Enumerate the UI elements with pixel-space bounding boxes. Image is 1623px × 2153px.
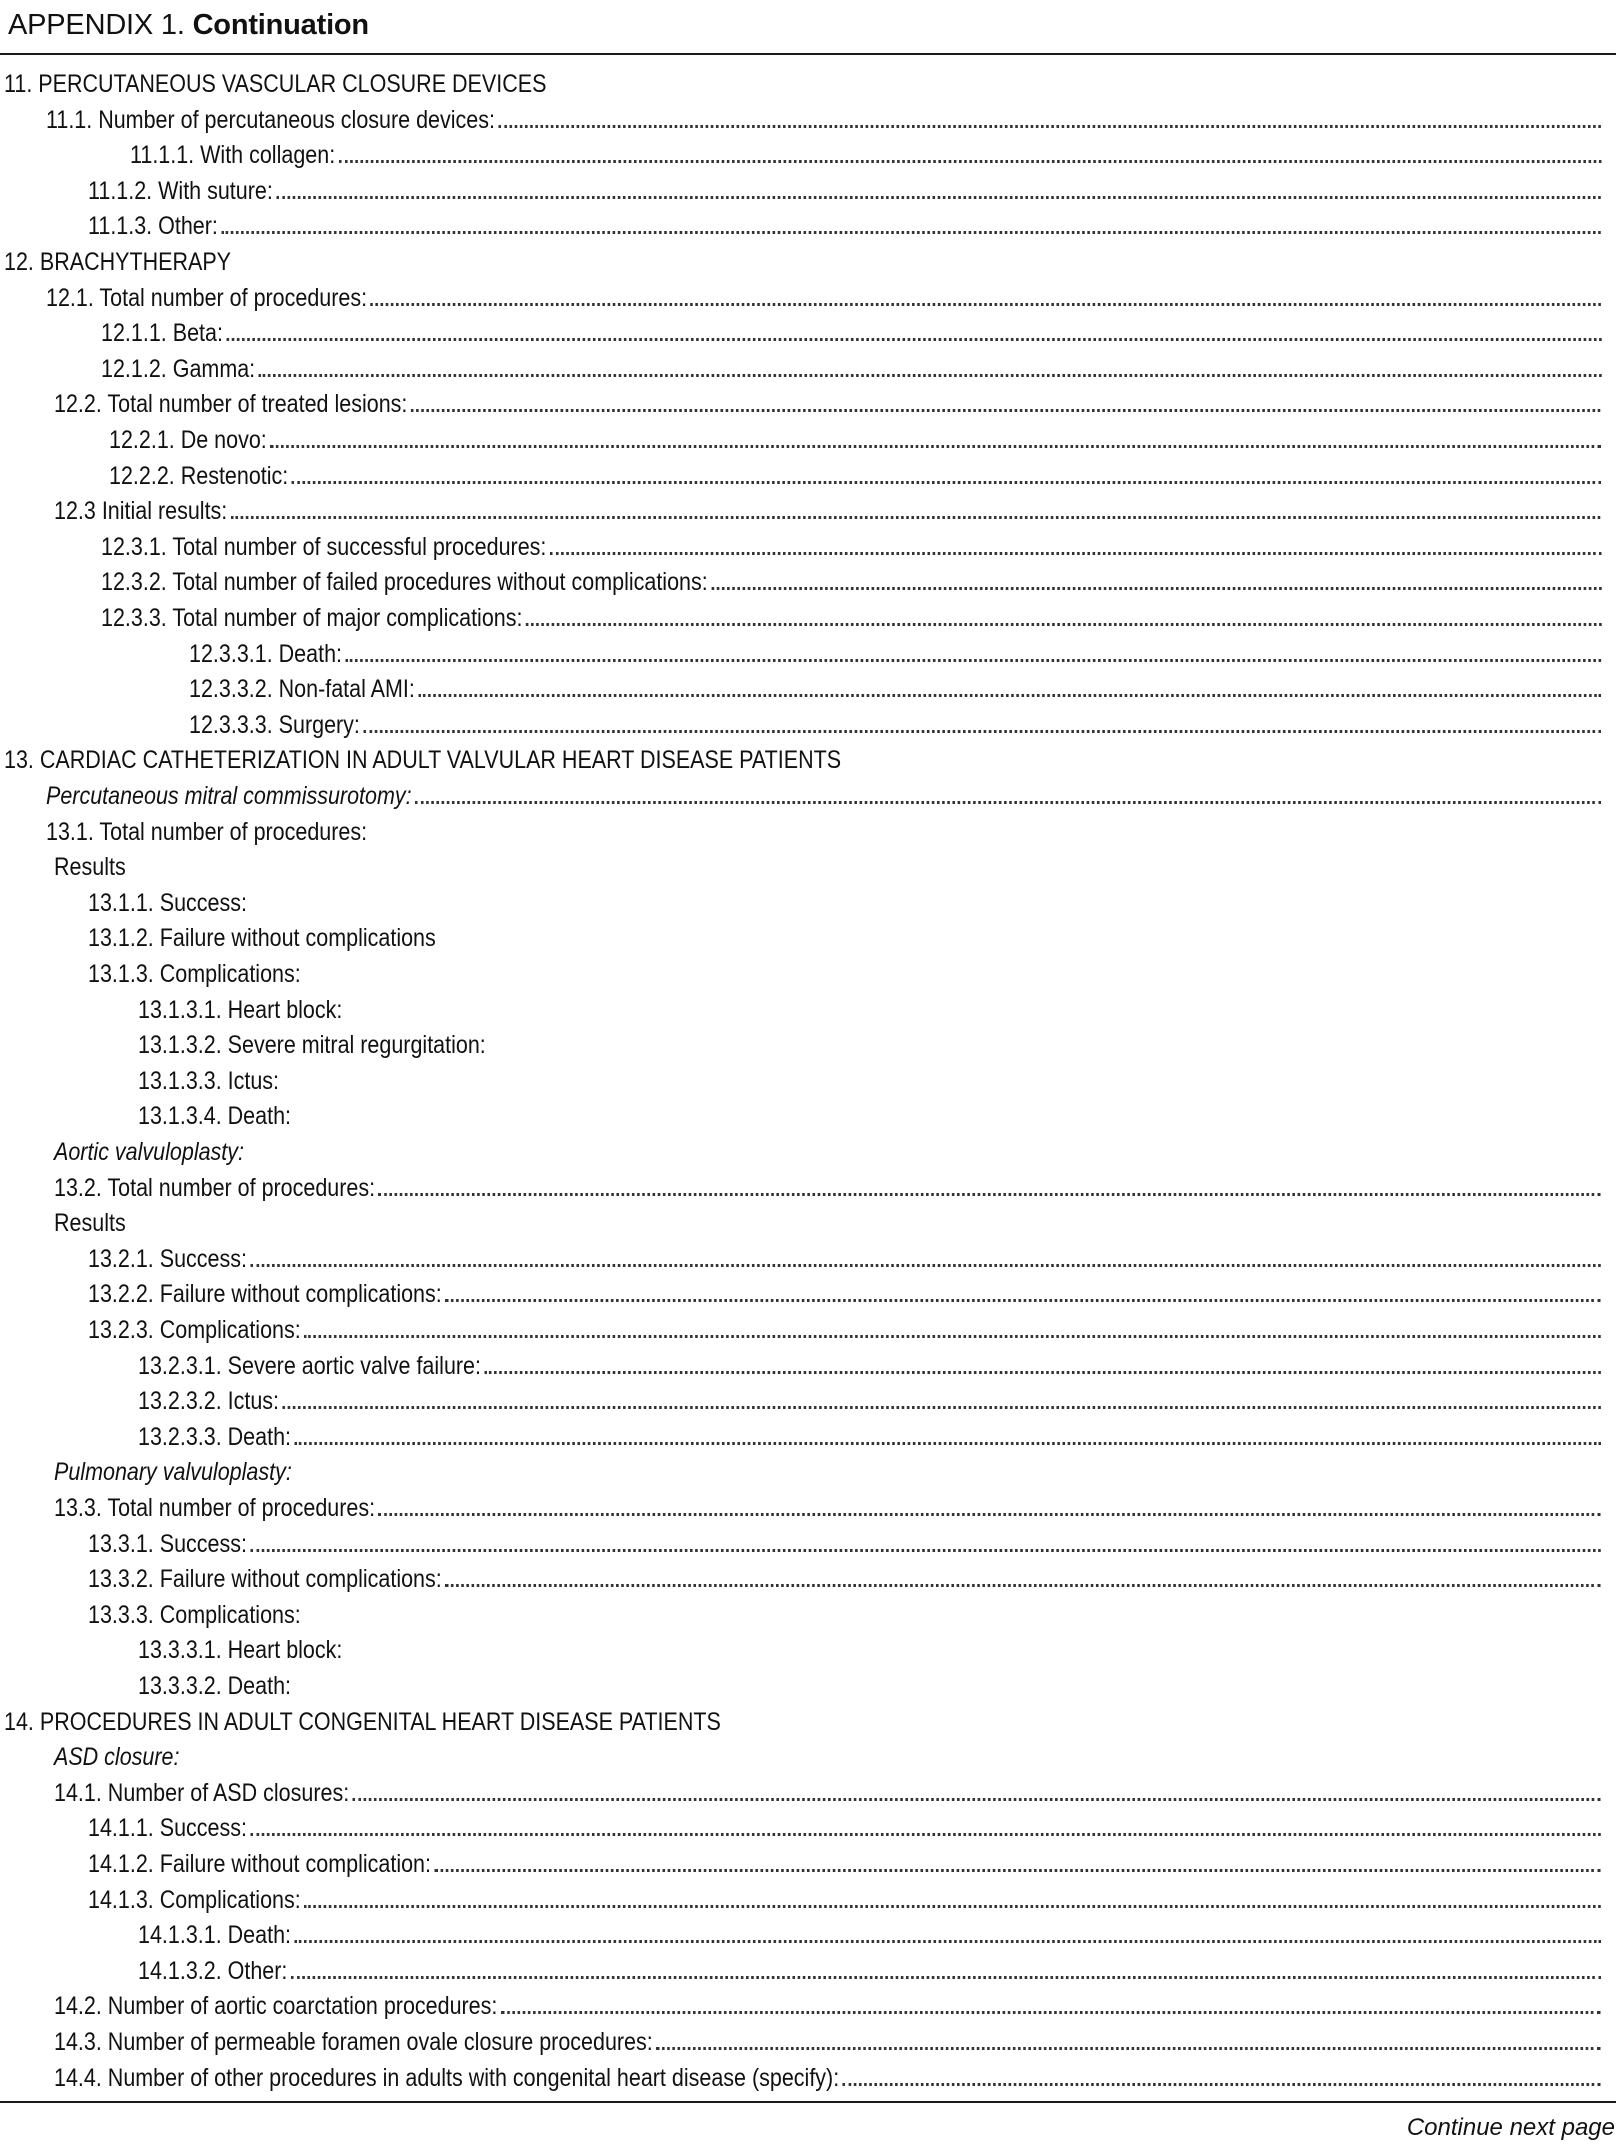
form-line	[138, 1098, 1601, 1132]
form-line	[138, 992, 1601, 1026]
line-label: 12. BRACHYTHERAPY	[4, 248, 232, 276]
dotted-leader	[549, 552, 1601, 555]
dotted-leader	[295, 1442, 1601, 1445]
form-line	[88, 1276, 1601, 1310]
line-label: 13.3.2. Failure without complications:	[88, 1565, 442, 1594]
dotted-leader	[415, 801, 1601, 804]
dotted-leader	[711, 587, 1601, 590]
form-line	[54, 1739, 1601, 1773]
dotted-leader	[283, 1406, 1601, 1409]
line-label: 11.1.2. With suture:	[88, 176, 273, 205]
form-line	[138, 1348, 1601, 1382]
line-label: 13.2.3.1. Severe aortic valve failure:	[138, 1351, 482, 1380]
line-label: 13.3.3.1. Heart block:	[138, 1636, 343, 1665]
dotted-leader	[270, 445, 1601, 448]
dotted-leader	[221, 231, 1601, 234]
form-line	[88, 1846, 1601, 1880]
line-label: 12.3 Initial results:	[54, 497, 228, 526]
line-label: Results	[54, 853, 127, 882]
dotted-leader	[250, 1264, 1601, 1267]
form-line	[46, 280, 1601, 314]
line-label: 12.2.2. Restenotic:	[109, 461, 289, 490]
form-line	[88, 1241, 1601, 1275]
line-label: 14.2. Number of aortic coarctation procedures:	[54, 1992, 498, 2021]
section-heading	[4, 244, 1601, 278]
line-label: 12.3.1. Total number of successful procedures:	[100, 532, 546, 561]
line-label: 13.1.3. Complications:	[88, 960, 301, 988]
form-line	[138, 1383, 1601, 1417]
dotted-leader	[250, 1833, 1601, 1836]
line-label: 13.3. Total number of procedures:	[54, 1494, 376, 1522]
dotted-leader	[485, 1371, 1601, 1374]
line-label: 11.1.1. With collagen:	[130, 141, 336, 170]
form-line	[138, 1063, 1601, 1097]
form-line	[189, 707, 1601, 741]
form-line	[54, 2060, 1601, 2094]
line-label: 12.2. Total number of treated lesions:	[54, 390, 408, 419]
dotted-leader	[418, 694, 1601, 697]
line-label: Pulmonary valvuloplasty:	[54, 1458, 293, 1487]
section-heading	[4, 1704, 1601, 1738]
line-label: 11.1.3. Other:	[88, 212, 218, 241]
dotted-leader	[250, 1549, 1601, 1552]
top-rule	[0, 53, 1616, 55]
line-label: 11. PERCUTANEOUS VASCULAR CLOSURE DEVICES	[4, 70, 547, 98]
form-line	[88, 1561, 1601, 1595]
line-label: 13.1.3.2. Severe mitral regurgitation:	[138, 1031, 487, 1060]
line-label: 14.4. Number of other procedures in adults with congenital heart disease (specify):	[54, 2063, 840, 2092]
section-heading	[4, 66, 1601, 100]
line-label: 13.2.3.2. Ictus:	[138, 1387, 280, 1416]
form-line	[88, 208, 1601, 242]
form-line	[54, 1454, 1601, 1488]
line-label: 13.3.3. Complications:	[88, 1600, 301, 1629]
form-line	[88, 920, 1601, 954]
form-line	[54, 849, 1601, 883]
dotted-leader	[363, 730, 1601, 733]
line-label: 12.3.3.2. Non-fatal AMI:	[188, 675, 415, 704]
form-line	[101, 564, 1601, 598]
line-label: 13.1.3.3. Ictus:	[138, 1066, 280, 1095]
form-line	[138, 1953, 1601, 1987]
line-label: 12.1. Total number of procedures:	[46, 283, 368, 312]
form-line	[88, 1312, 1601, 1346]
dotted-leader	[295, 1940, 1601, 1943]
line-label: 13.1.1. Success:	[88, 888, 247, 917]
form-line	[54, 1490, 1601, 1524]
form-line	[109, 422, 1601, 456]
line-label: 14. PROCEDURES IN ADULT CONGENITAL HEART DISEASE PATIENTS	[4, 1707, 721, 1736]
form-line	[54, 1205, 1601, 1239]
line-label: ASD closure:	[54, 1743, 180, 1772]
form-line	[101, 351, 1601, 385]
section-heading	[4, 742, 1601, 776]
form-line	[138, 1027, 1601, 1061]
appendix-title	[8, 8, 369, 42]
form-line	[88, 173, 1601, 207]
line-label: 14.1.2. Failure without complication:	[88, 1850, 431, 1878]
line-label: 12.1.2. Gamma:	[100, 354, 255, 383]
form-line	[109, 458, 1601, 492]
dotted-leader	[304, 1335, 1601, 1338]
form-line	[138, 1632, 1601, 1666]
line-label: Results	[54, 1209, 127, 1238]
form-line	[101, 529, 1601, 563]
form-line	[54, 1988, 1601, 2022]
form-line	[88, 1882, 1601, 1916]
form-line	[88, 1526, 1601, 1560]
dotted-leader	[371, 303, 1601, 306]
dotted-leader	[276, 196, 1601, 199]
form-line	[189, 671, 1601, 705]
form-line	[88, 1597, 1601, 1631]
form-line	[54, 1775, 1601, 1809]
dotted-leader	[445, 1299, 1601, 1302]
line-label: 14.1.3.2. Other:	[138, 1956, 288, 1985]
bottom-rule	[0, 2101, 1616, 2103]
dotted-leader	[291, 1976, 1601, 1979]
line-label: 13.2.2. Failure without complications:	[88, 1280, 442, 1309]
dotted-leader	[657, 2047, 1601, 2050]
line-label: Percutaneous mitral commissurotomy:	[46, 782, 412, 810]
form-line	[88, 956, 1601, 990]
form-line	[46, 814, 1601, 848]
dotted-leader	[434, 1869, 1601, 1872]
line-label: 13. CARDIAC CATHETERIZATION IN ADULT VALVULAR HEART DISEASE PATIENTS	[4, 746, 842, 775]
form-line	[46, 102, 1601, 136]
form-line	[101, 315, 1601, 349]
form-line	[46, 778, 1601, 812]
dotted-leader	[379, 1513, 1601, 1516]
line-label: 13.2.1. Success:	[88, 1244, 247, 1273]
form-line	[101, 600, 1601, 634]
dotted-leader	[339, 160, 1601, 163]
appendix-title-bold: Continuation	[192, 9, 369, 41]
form-line	[88, 885, 1601, 919]
dotted-leader	[526, 623, 1602, 626]
dotted-leader	[501, 2011, 1601, 2014]
form-line	[138, 1668, 1601, 1702]
dotted-leader	[445, 1584, 1601, 1587]
line-label: 13.1.2. Failure without complications	[88, 924, 436, 953]
dotted-leader	[843, 2083, 1601, 2086]
line-label: 12.3.3.3. Surgery:	[188, 710, 360, 739]
line-label: 13.2.3.3. Death:	[138, 1422, 292, 1451]
form-line	[138, 1917, 1601, 1951]
line-label: 12.2.1. De novo:	[109, 426, 267, 454]
form-line	[54, 1134, 1601, 1168]
form-line	[130, 137, 1601, 171]
line-label: 13.3.3.2. Death:	[138, 1672, 292, 1700]
form-line	[138, 1419, 1601, 1453]
line-label: Aortic valvuloplasty:	[54, 1138, 245, 1166]
continue-note: Continue next page	[1406, 2114, 1615, 2141]
dotted-leader	[353, 1798, 1601, 1801]
dotted-leader	[258, 374, 1601, 377]
form-line	[54, 386, 1601, 420]
dotted-leader	[304, 1905, 1601, 1908]
line-label: 12.3.3. Total number of major complications:	[100, 604, 523, 632]
dotted-leader	[411, 409, 1601, 412]
form-line	[54, 1170, 1601, 1204]
dotted-leader	[292, 481, 1601, 484]
form-line	[189, 636, 1601, 670]
line-label: 14.1.3.1. Death:	[138, 1921, 292, 1950]
form-line	[54, 2024, 1601, 2058]
dotted-leader	[226, 338, 1601, 341]
appendix-prefix: APPENDIX 1.	[8, 9, 185, 41]
line-label: 13.1.3.4. Death:	[138, 1102, 292, 1131]
line-label: 13.2.3. Complications:	[88, 1316, 301, 1344]
dotted-leader	[231, 516, 1601, 519]
line-label: 14.1. Number of ASD closures:	[54, 1778, 350, 1807]
line-label: 12.3.2. Total number of failed procedures without complications:	[100, 568, 708, 597]
line-label: 14.1.1. Success:	[88, 1814, 247, 1843]
line-label: 13.2. Total number of procedures:	[54, 1173, 376, 1202]
line-label: 13.3.1. Success:	[88, 1529, 247, 1558]
line-label: 13.1. Total number of procedures:	[46, 817, 368, 846]
line-label: 14.3. Number of permeable foramen ovale closure procedures:	[54, 2028, 654, 2056]
line-label: 12.1.1. Beta:	[100, 319, 223, 348]
line-label: 14.1.3. Complications:	[88, 1885, 301, 1914]
dotted-leader	[345, 659, 1601, 662]
dotted-leader	[379, 1193, 1601, 1196]
form-line	[54, 493, 1601, 527]
line-label: 12.3.3.1. Death:	[188, 639, 342, 668]
line-label: 11.1. Number of percutaneous closure devices:	[46, 105, 495, 134]
dotted-leader	[498, 125, 1601, 128]
line-label: 13.1.3.1. Heart block:	[138, 995, 343, 1024]
form-line	[88, 1810, 1601, 1844]
